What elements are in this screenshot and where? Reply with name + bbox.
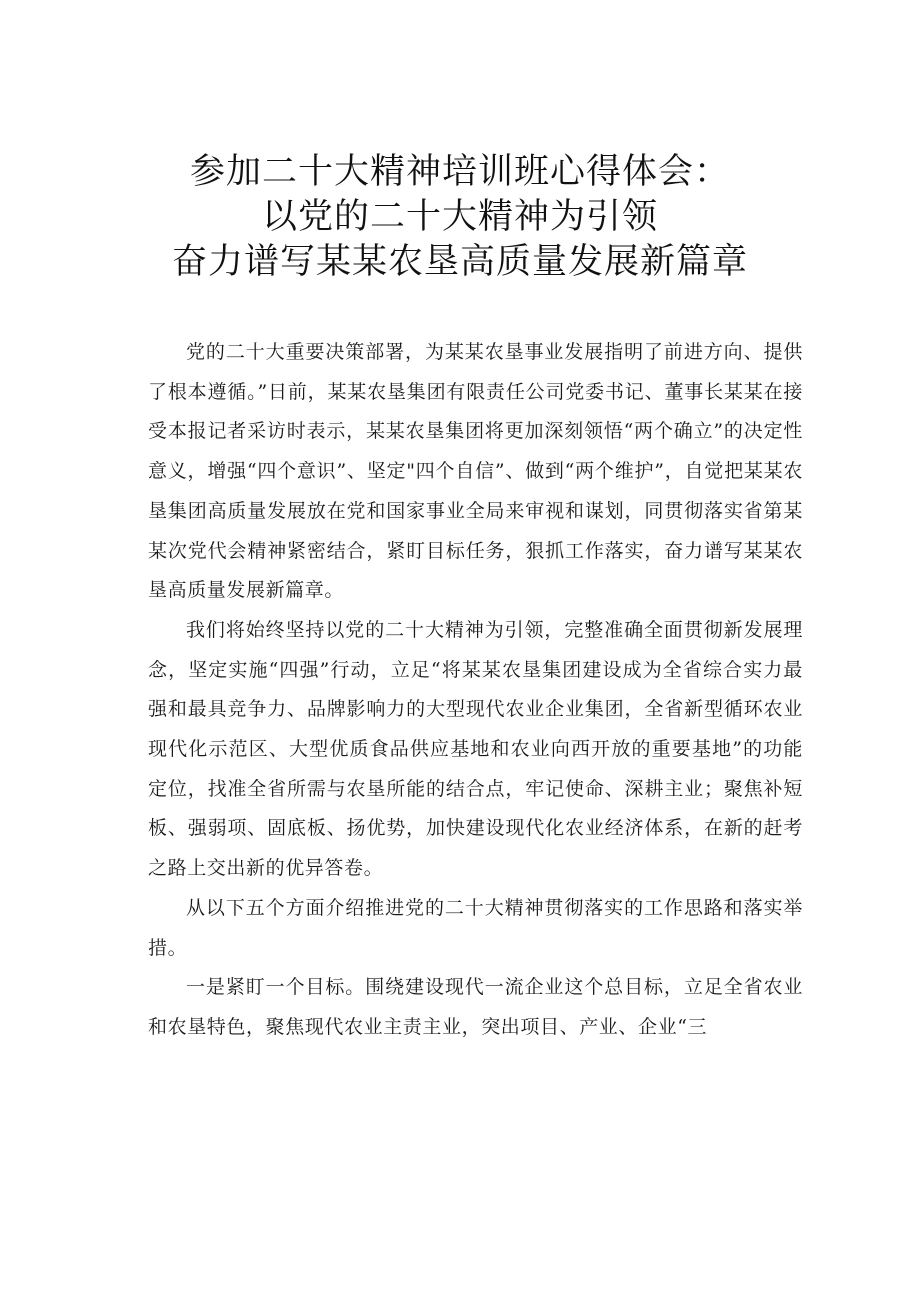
paragraph-3: 从以下五个方面介绍推进党的二十大精神贯彻落实的工作思路和落实举措。 [148, 896, 803, 959]
document-body [148, 333, 803, 1048]
title-line-3: 奋力谱写某某农垦高质量发展新篇章 [171, 242, 748, 282]
document-title [0, 150, 920, 285]
title-line-1: 参加二十大精神培训班心得体会： [189, 152, 730, 192]
paragraph-4: 一是紧盯一个目标。围绕建设现代一流企业这个总目标，立足全省农业和农垦特色，聚焦现代农业主责主业，突出项目、产业、企业“三 [148, 976, 803, 1038]
paragraph-1: 党的二十大重要决策部署，为某某农垦事业发展指明了前进方向、提供了根本遵循。”日前，某某农垦集团有限责任公司党委书记、董事长某某在接受本报记者采访时表示，某某农垦集团将更加深刻领悟“两个确立”的决定性意义，增强“四个意识”、坚定"四个自信”、做到“两个维护”，自觉把某某农垦集团高质量发展放在党和国家事业全局来审视和谋划，同贯彻落实省第某某次党代会精神紧密结合，紧盯目标任务，狠抓工作落实，奋力谱写某某农垦高质量发展新篇章。 [148, 341, 803, 602]
title-line-2: 以党的二十大精神为引领 [261, 197, 658, 237]
paragraph-2: 我们将始终坚持以党的二十大精神为引领，完整准确全面贯彻新发展理念，坚定实施“四强”行动，立足“将某某农垦集团建设成为全省综合实力最强和最具竞争力、品牌影响力的大型现代农业企业集团，全省新型循环农业现代化示范区、大型优质食品供应基地和农业向西开放的重要基地”的功能定位，找准全省所需与农垦所能的结合点，牢记使命、深耕主业；聚焦补短板、强弱项、固底板、扬优势，加快建设现代化农业经济体系，在新的赶考之路上交出新的优异答卷。 [148, 618, 803, 880]
